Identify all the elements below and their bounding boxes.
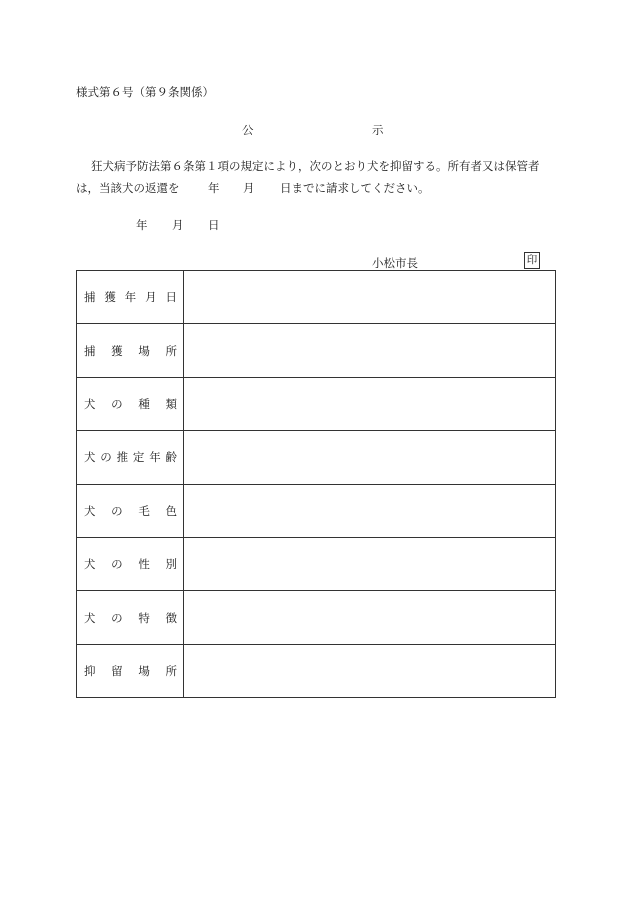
row-value-field[interactable] [184,377,556,430]
row-label-cell [77,431,184,484]
table-row [77,377,556,430]
table-row [77,591,556,644]
row-label-cell [77,591,184,644]
table-row [77,271,556,324]
row-label: 犬 の 推 定 年 齢 [84,450,177,465]
row-value-field[interactable] [184,591,556,644]
return-year-label: 年 [208,181,220,195]
row-value-field[interactable] [184,271,556,324]
dog-info-table [76,270,556,698]
row-value-field[interactable] [184,537,556,590]
row-value-field[interactable] [184,431,556,484]
notice-date [0,217,630,233]
row-value-field[interactable] [184,484,556,537]
notice-date-month: 月 [172,218,184,232]
row-label-cell [77,324,184,377]
row-label: 捕 獲 場 所 [84,343,177,358]
title-char-2: 示 [372,123,384,137]
row-label: 犬 の 性 別 [84,557,177,572]
table-row [77,431,556,484]
table-row [77,644,556,697]
return-day-text: 日までに請求してください。 [280,181,430,195]
notice-body-line-2-text: は，当該犬の返還を [76,181,180,195]
table-row [77,484,556,537]
row-value-field[interactable] [184,644,556,697]
title-char-1: 公 [242,123,254,137]
table-row [77,324,556,377]
row-label-cell [77,484,184,537]
row-label-cell [77,377,184,430]
notice-body-line-1: 狂犬病予防法第６条第１項の規定により，次のとおり犬を抑留する。所有者又は保管者 [91,159,540,173]
row-value-field[interactable] [184,324,556,377]
notice-date-day: 日 [208,218,220,232]
issuer-name: 小松市長 [372,256,418,270]
form-number-label: 様式第６号（第９条関係） [76,85,214,99]
row-label: 抑 留 場 所 [84,663,177,678]
seal-mark: 印 [524,252,540,269]
table-row [77,537,556,590]
row-label-cell [77,271,184,324]
row-label-cell [77,537,184,590]
row-label: 犬 の 毛 色 [84,503,177,518]
row-label: 犬 の 特 徴 [84,610,177,625]
row-label-cell [77,644,184,697]
notice-date-year: 年 [136,218,148,232]
row-label: 犬 の 種 類 [84,396,177,411]
return-month-label: 月 [243,181,255,195]
row-label: 捕 獲 年 月 日 [84,290,177,305]
